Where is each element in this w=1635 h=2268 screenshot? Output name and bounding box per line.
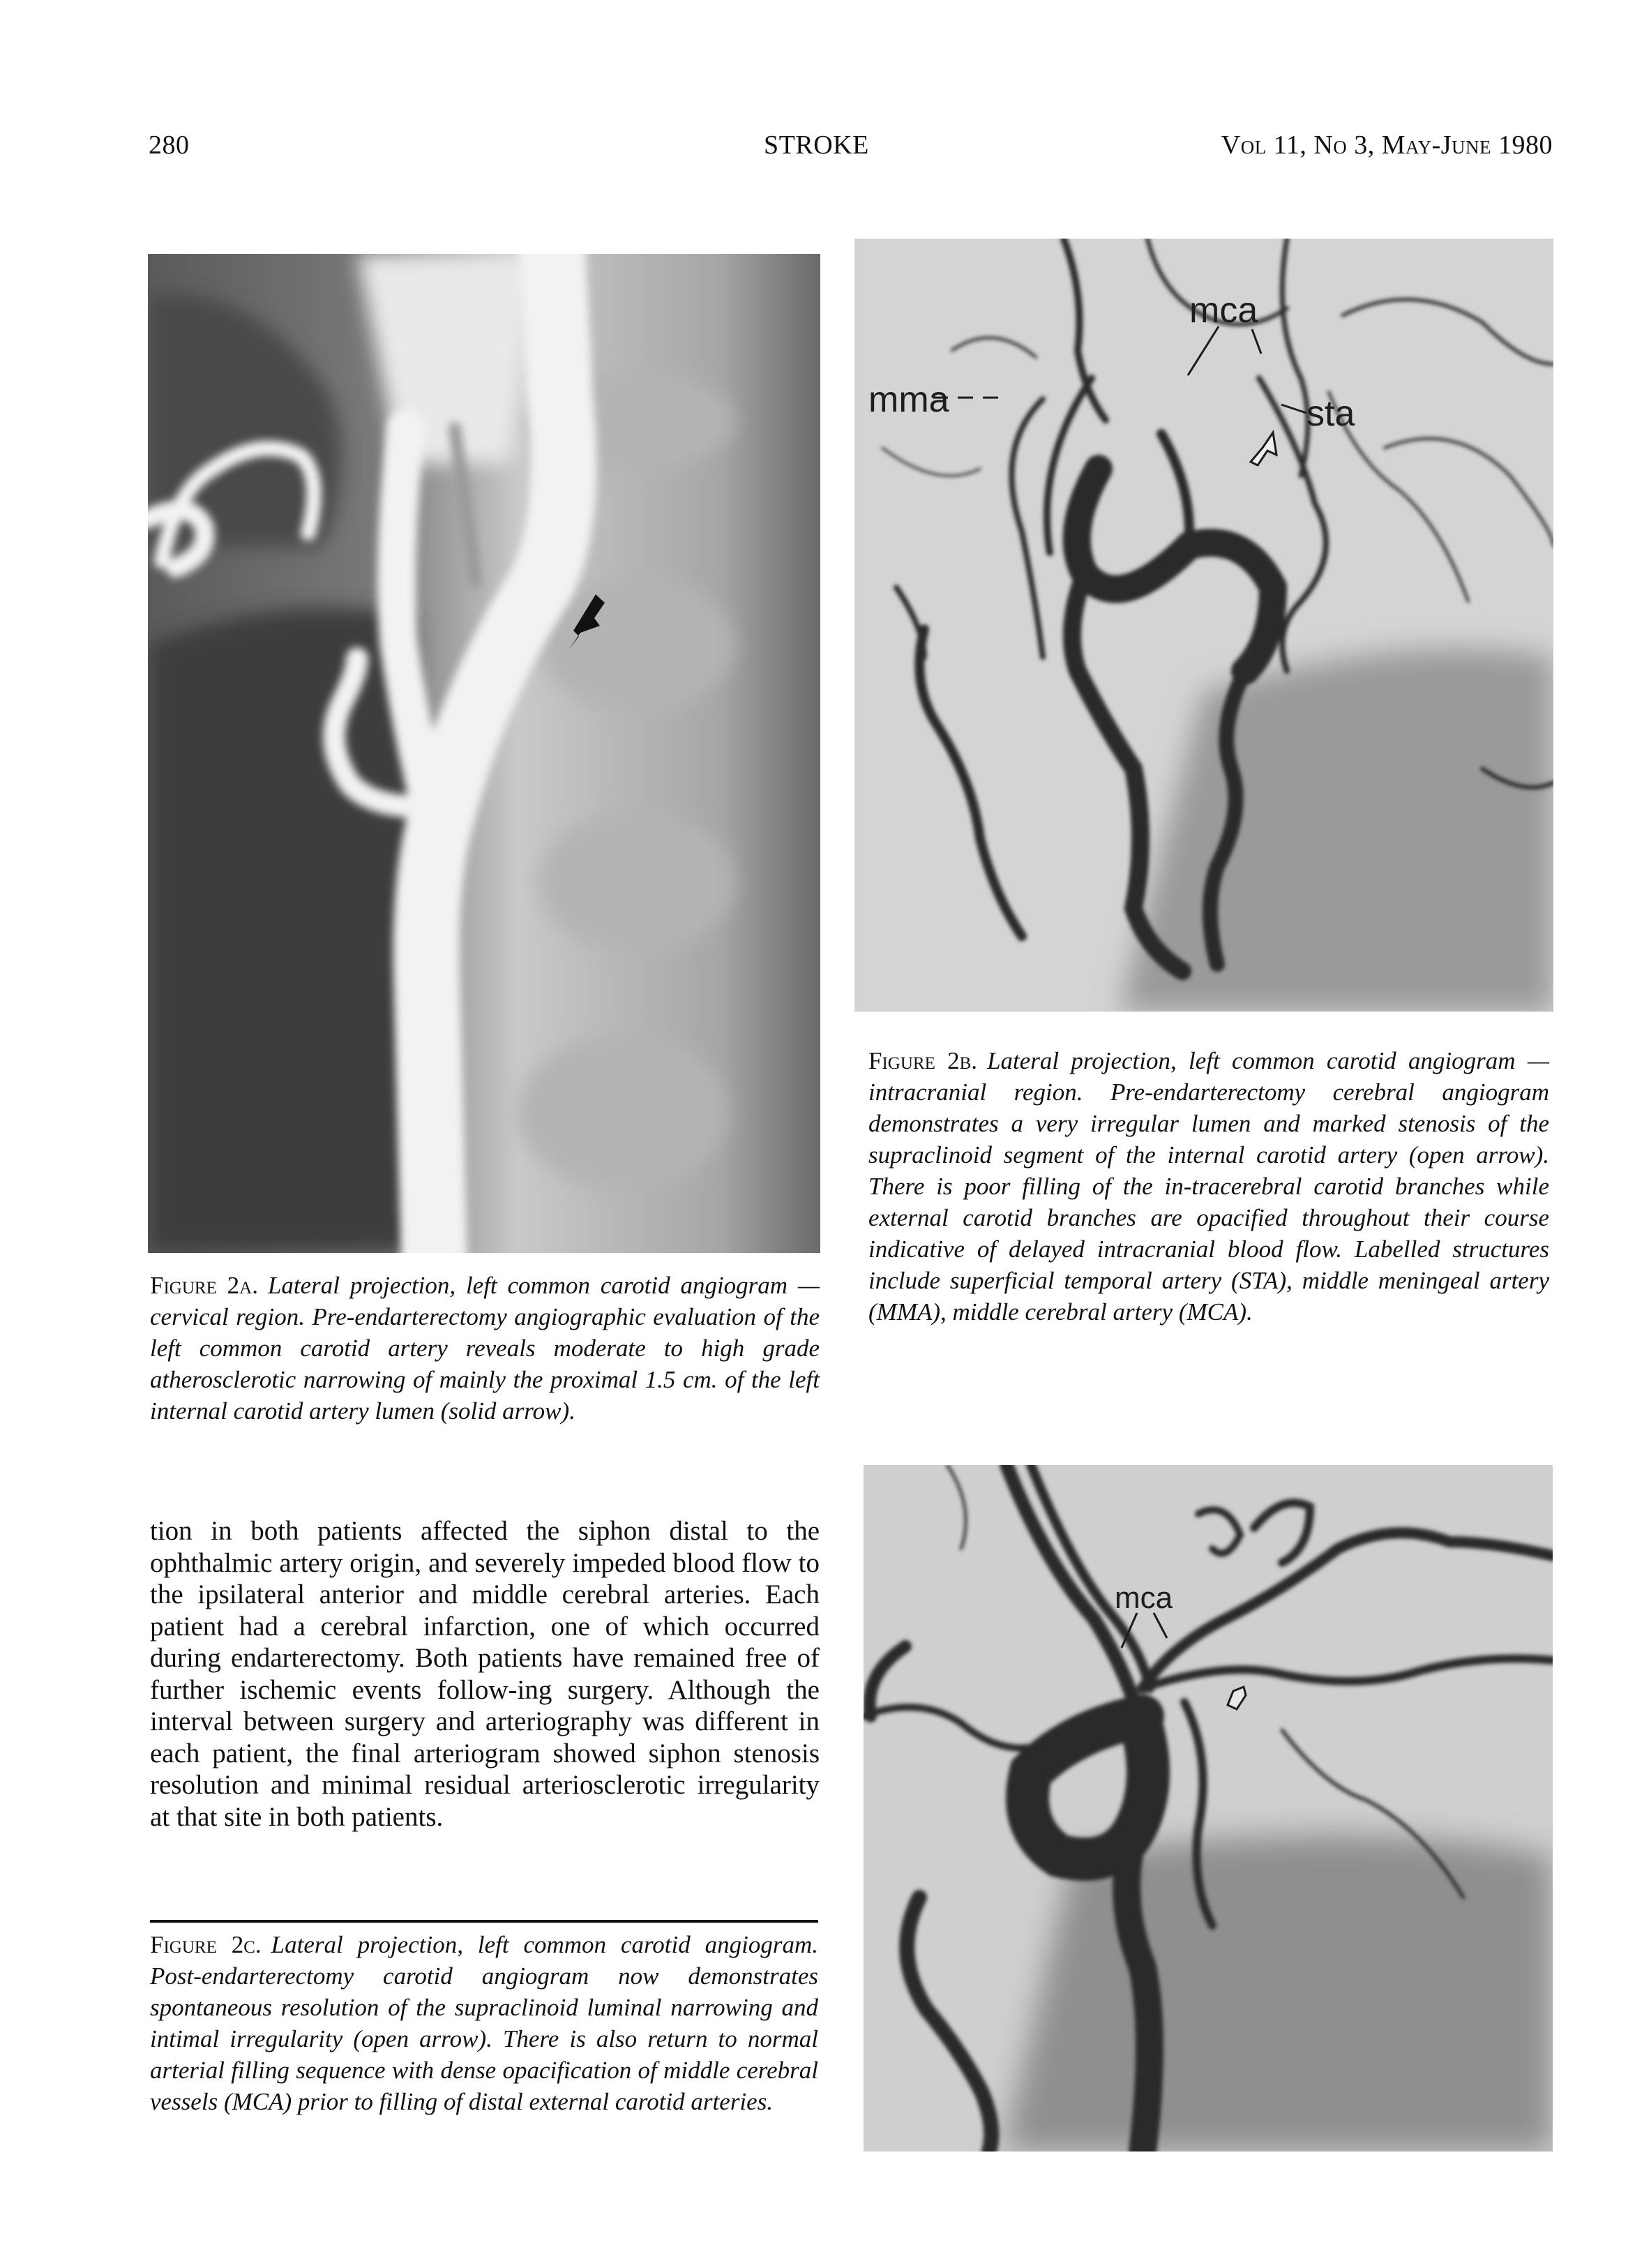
figure-2a-caption <box>150 1270 820 1427</box>
volume-info: Vol 11, No 3, May-June 1980 <box>1221 130 1553 160</box>
caption-figure-id: Figure 2c. <box>150 1931 262 1958</box>
label-mca: mca <box>1115 1581 1173 1615</box>
label-sta: sta <box>1306 393 1355 434</box>
figure-2b-caption <box>868 1045 1549 1328</box>
fig2c-shadow <box>1003 1835 1553 2151</box>
label-mca: mca <box>1189 290 1258 331</box>
body-paragraph: tion in both patients affected the siphon distal to the ophthalmic artery origin, and severely impeded blood flow to the ipsilateral anterior and middle cerebral arteries. Each patient had a cerebral infarction, one of which occurred during endarterectomy. Both patients have remained free of further ischemic events follow-ing surgery. Although the interval between surgery and arteriography was different in each patient, the final arteriogram showed siphon stenosis resolution and minimal residual arteriosclerotic irregularity at that site in both patients. <box>150 1516 820 1832</box>
caption-text: Lateral projection, left common carotid angiogram. Post-endarterectomy carotid angiogram now demonstrates spontaneous resolution of the supraclinoid luminal narrowing and intimal irregularity (open arrow). There is also return to normal arterial filling sequence with dense opacification of middle cerebral vessels (MCA) prior to filling of distal external carotid arteries. <box>150 1931 818 2115</box>
caption-divider <box>150 1920 818 1923</box>
figure-2a-image <box>148 254 820 1253</box>
figure-2c-caption <box>150 1929 818 2117</box>
caption-text: Lateral projection, left common carotid angiogram — intracranial region. Pre-endarterectomy cerebral angiogram demonstrates a very irregular lumen and marked stenosis of the supraclinoid segment of the internal carotid artery (open arrow). There is poor filling of the in-tracerebral carotid branches while external carotid branches are opacified throughout their course indicative of delayed intracranial blood flow. Labelled structures include superficial temporal artery (STA), middle meningeal artery (MMA), middle cerebral artery (MCA). <box>868 1047 1549 1325</box>
figure-2c-image <box>864 1465 1553 2151</box>
caption-figure-id: Figure 2a. <box>150 1272 258 1299</box>
caption-text: Lateral projection, left common carotid angiogram — cervical region. Pre-endarterectomy angiographic evaluation of the left common carotid artery reveals moderate to high grade atherosclerotic narrowing of mainly the proximal 1.5 cm. of the left internal carotid artery lumen (solid arrow). <box>150 1272 820 1425</box>
label-mma: mma <box>868 380 949 420</box>
figure-2b-image <box>854 239 1553 1012</box>
page-number: 280 <box>149 130 190 160</box>
journal-title: STROKE <box>764 130 869 160</box>
fig2a-soft-tissue <box>148 608 427 1253</box>
caption-figure-id: Figure 2b. <box>868 1047 978 1074</box>
